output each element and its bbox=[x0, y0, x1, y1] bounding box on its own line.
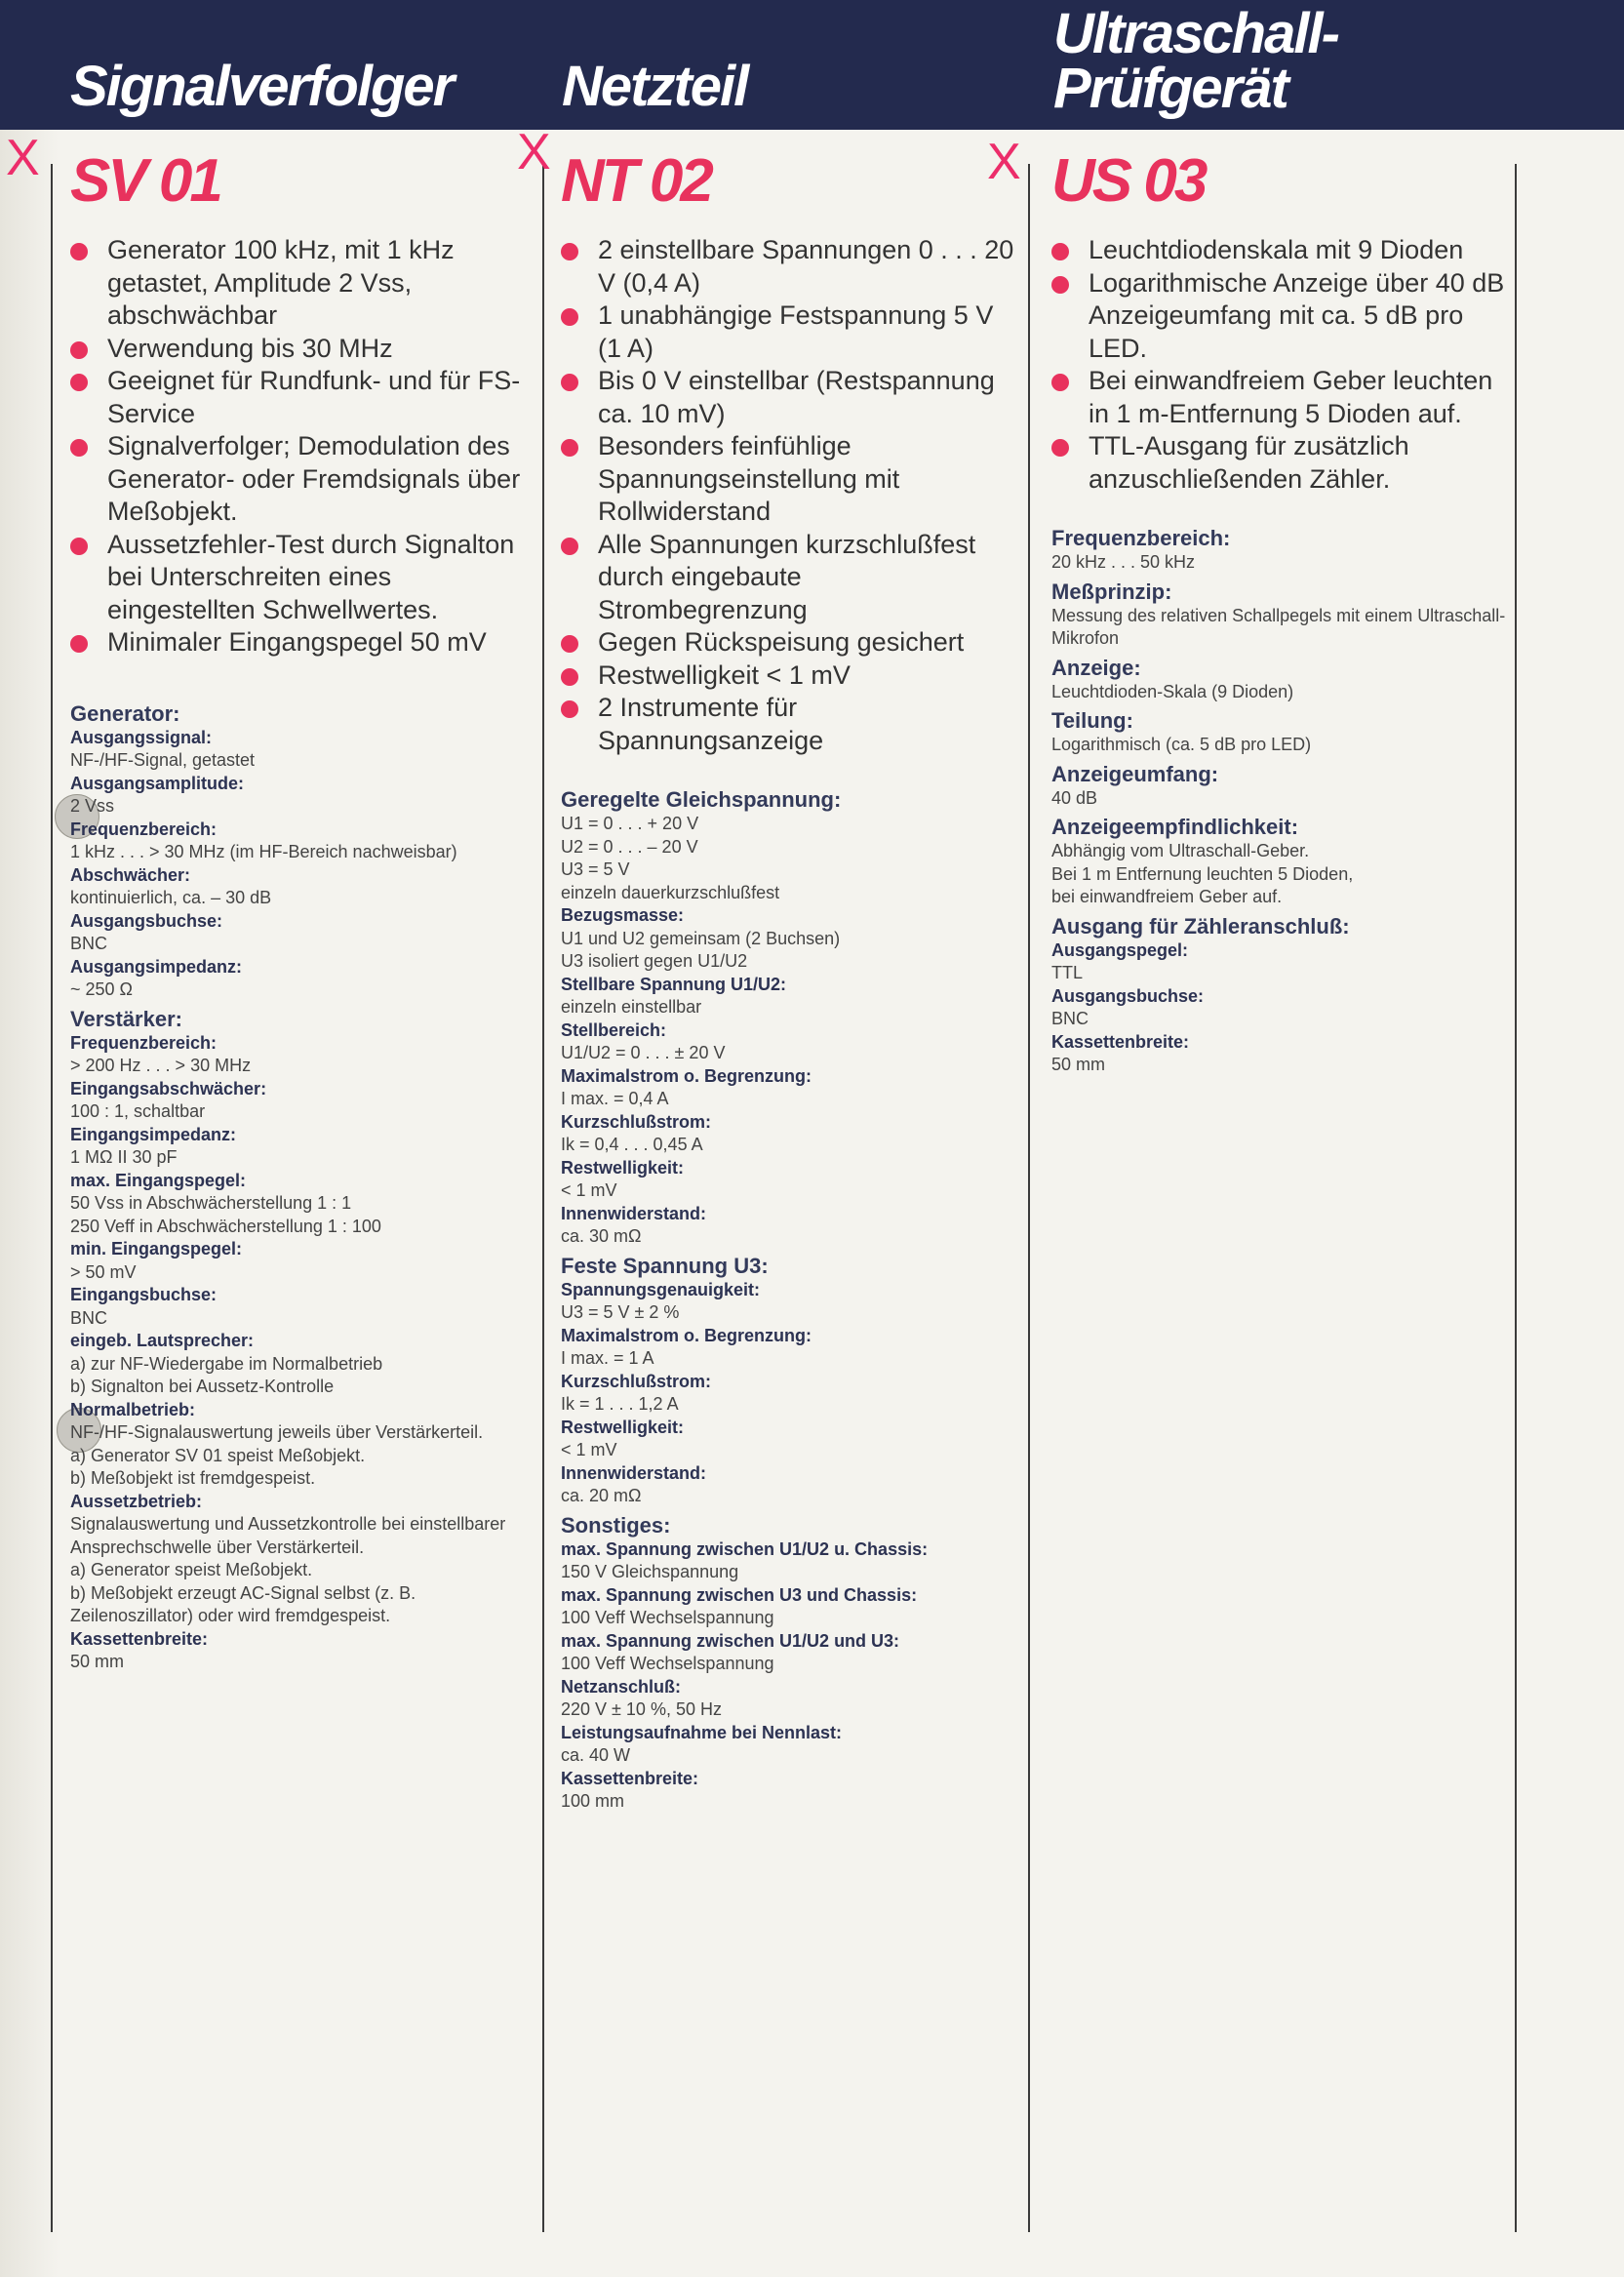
spec-label: Innenwiderstand: bbox=[561, 1203, 707, 1223]
spec-section-heading: Teilung: bbox=[1051, 708, 1133, 733]
feature-item bbox=[1051, 267, 1510, 366]
spec-value: a) zur NF-Wiedergabe im Normalbetrieb b) Signalton bei Aussetz-Kontrolle bbox=[70, 1353, 383, 1396]
feature-item bbox=[561, 692, 1014, 757]
spec-label: Ausgangsimpedanz: bbox=[70, 956, 243, 977]
spec-label: Ausgangsbuchse: bbox=[70, 910, 223, 931]
feature-text: Aussetzfehler-Test durch Signalton bei Unterschreiten eines eingestellten Schwellwertes. bbox=[107, 529, 515, 624]
spec-section-heading: Meßprinzip: bbox=[1051, 579, 1172, 604]
paper-edge-shadow bbox=[0, 130, 59, 2277]
spec-value: BNC bbox=[70, 934, 108, 953]
feature-item bbox=[1051, 365, 1510, 430]
spec-value: < 1 mV bbox=[561, 1180, 617, 1200]
spec-label: max. Eingangspegel: bbox=[70, 1170, 247, 1190]
bullet-dot-icon bbox=[70, 538, 88, 555]
spec-value: 50 Vss in Abschwächerstellung 1 : 1 250 Veff in Abschwächerstellung 1 : 100 bbox=[70, 1193, 381, 1236]
spec-value: I max. = 1 A bbox=[561, 1348, 654, 1368]
spec-section-heading: Geregelte Gleichspannung: bbox=[561, 787, 842, 812]
spec-value: Messung des relativen Schallpegels mit einem Ultraschall-Mikrofon bbox=[1051, 605, 1506, 648]
bullet-dot-icon bbox=[1051, 276, 1069, 294]
feature-item bbox=[561, 300, 1014, 365]
spec-value: > 50 mV bbox=[70, 1261, 137, 1282]
spec-value: Logarithmisch (ca. 5 dB pro LED) bbox=[1051, 735, 1312, 754]
spec-value: NF-/HF-Signal, getastet bbox=[70, 750, 256, 770]
title-netzteil: Netzteil bbox=[562, 55, 748, 118]
feature-text: Geeignet für Rundfunk- und für FS-Service bbox=[107, 366, 521, 428]
spec-label: Bezugsmasse: bbox=[561, 905, 685, 925]
spec-label: Kassettenbreite: bbox=[1051, 1031, 1190, 1052]
bullet-dot-icon bbox=[70, 439, 88, 457]
spec-label: Normalbetrieb: bbox=[70, 1399, 196, 1419]
spec-label: Stellbare Spannung U1/U2: bbox=[561, 974, 787, 994]
spec-label: Maximalstrom o. Begrenzung: bbox=[561, 1065, 812, 1086]
spec-value: BNC bbox=[70, 1307, 108, 1328]
spec-label: Restwelligkeit: bbox=[561, 1417, 685, 1437]
bullet-dot-icon bbox=[561, 668, 578, 686]
spec-label: Stellbereich: bbox=[561, 1019, 667, 1040]
feature-item bbox=[561, 659, 1014, 693]
specs-us03 bbox=[1051, 525, 1510, 1077]
spec-value: ca. 30 mΩ bbox=[561, 1226, 642, 1246]
spec-section-heading: Sonstiges: bbox=[561, 1512, 671, 1538]
spec-label: Abschwächer: bbox=[70, 864, 191, 885]
feature-text: Minimaler Eingangspegel 50 mV bbox=[107, 627, 487, 657]
model-title-nt02: NT 02 bbox=[561, 147, 711, 215]
bullet-dot-icon bbox=[561, 374, 578, 391]
spec-section-heading: Feste Spannung U3: bbox=[561, 1253, 769, 1278]
spec-value: 40 dB bbox=[1051, 787, 1098, 808]
title-ultraschall: Ultraschall- bbox=[1053, 2, 1338, 65]
feature-item bbox=[1051, 234, 1510, 267]
spec-value: kontinuierlich, ca. – 30 dB bbox=[70, 888, 272, 907]
spec-value: U3 = 5 V ± 2 % bbox=[561, 1302, 680, 1322]
spec-value: Abhängig vom Ultraschall-Geber. Bei 1 m Entfernung leuchten 5 Dioden, bei einwandfreiem Geber auf. bbox=[1051, 841, 1354, 906]
spec-label: Ausgangspegel: bbox=[1051, 939, 1189, 960]
spec-label: Kassettenbreite: bbox=[561, 1768, 699, 1788]
spec-label: Ausgangssignal: bbox=[70, 727, 213, 747]
spec-value: Leuchtdioden-Skala (9 Dioden) bbox=[1051, 681, 1294, 701]
spec-value: 20 kHz . . . 50 kHz bbox=[1051, 552, 1196, 572]
feature-text: Verwendung bis 30 MHz bbox=[107, 333, 393, 363]
spec-label: max. Spannung zwischen U3 und Chassis: bbox=[561, 1584, 918, 1605]
spec-value: 100 Veff Wechselspannung bbox=[561, 1654, 774, 1673]
spec-value: 220 V ± 10 %, 50 Hz bbox=[561, 1699, 722, 1719]
feature-item bbox=[70, 234, 524, 333]
spec-value: 1 kHz . . . > 30 MHz (im HF-Bereich nachweisbar) bbox=[70, 842, 457, 861]
feature-text: 1 unabhängige Festspannung 5 V (1 A) bbox=[598, 300, 994, 363]
feature-text: Generator 100 kHz, mit 1 kHz getastet, Amplitude 2 Vss, abschwächbar bbox=[107, 235, 455, 330]
spec-label: Eingangsbuchse: bbox=[70, 1285, 218, 1304]
spec-value: TTL bbox=[1051, 963, 1084, 982]
spec-value: U1/U2 = 0 . . . ± 20 V bbox=[561, 1043, 726, 1062]
spec-label: Frequenzbereich: bbox=[70, 819, 218, 839]
feature-list-sv01 bbox=[70, 234, 524, 659]
spec-label: Kurzschlußstrom: bbox=[561, 1111, 712, 1132]
feature-text: Alle Spannungen kurzschlußfest durch eingebaute Strombegrenzung bbox=[598, 529, 976, 624]
header-band bbox=[0, 0, 1624, 130]
feature-item bbox=[561, 234, 1014, 300]
spec-label: max. Spannung zwischen U1/U2 u. Chassis: bbox=[561, 1538, 929, 1559]
spec-label: Ausgangsbuchse: bbox=[1051, 985, 1205, 1006]
spec-value: < 1 mV bbox=[561, 1440, 617, 1459]
spec-value: > 200 Hz . . . > 30 MHz bbox=[70, 1056, 252, 1075]
feature-list-us03 bbox=[1051, 234, 1510, 496]
model-title-sv01: SV 01 bbox=[70, 147, 220, 215]
spec-section-heading: Frequenzbereich: bbox=[1051, 526, 1231, 550]
spec-value: 2 Vss bbox=[70, 796, 115, 816]
feature-item bbox=[1051, 430, 1510, 496]
feature-item bbox=[70, 430, 524, 529]
bullet-dot-icon bbox=[70, 635, 88, 653]
feature-text: Gegen Rückspeisung gesichert bbox=[598, 627, 965, 657]
spec-value: Ik = 1 . . . 1,2 A bbox=[561, 1394, 679, 1414]
feature-list-nt02 bbox=[561, 234, 1014, 757]
feature-item bbox=[70, 365, 524, 430]
spec-label: Eingangsabschwächer: bbox=[70, 1078, 267, 1099]
bullet-dot-icon bbox=[561, 243, 578, 260]
feature-text: Bei einwandfreiem Geber leuchten in 1 m-Entfernung 5 Dioden auf. bbox=[1089, 366, 1493, 428]
spec-label: Kurzschlußstrom: bbox=[561, 1371, 712, 1391]
spec-label: max. Spannung zwischen U1/U2 und U3: bbox=[561, 1630, 900, 1651]
spec-value: ~ 250 Ω bbox=[70, 979, 134, 999]
spec-section-heading: Generator: bbox=[70, 700, 180, 726]
spec-value: 150 V Gleichspannung bbox=[561, 1562, 739, 1581]
bullet-dot-icon bbox=[561, 700, 578, 718]
feature-item bbox=[70, 626, 524, 659]
spec-value: Signalauswertung und Aussetzkontrolle bei einstellbarer Ansprechschwelle über Verstärkerteil. a) Generator speist Meßobjekt. b) Meßobjekt erzeugt AC-Signal selbst (z. B. Zeilenoszillator) oder wird fremdgespeist. bbox=[70, 1514, 506, 1625]
feature-text: Restwelligkeit < 1 mV bbox=[598, 659, 851, 690]
feature-text: 2 Instrumente für Spannungsanzeige bbox=[598, 693, 824, 755]
column-us03 bbox=[1051, 146, 1510, 1077]
column-sv01 bbox=[70, 146, 524, 1674]
bullet-dot-icon bbox=[70, 374, 88, 391]
feature-item bbox=[561, 365, 1014, 430]
spec-value: NF-/HF-Signalauswertung jeweils über Verstärkerteil. a) Generator SV 01 speist Meßobjekt. b) Meßobjekt ist fremdgespeist. bbox=[70, 1422, 484, 1488]
spec-value: einzeln einstellbar bbox=[561, 997, 702, 1017]
spec-value: ca. 40 W bbox=[561, 1745, 631, 1765]
column-rule-2 bbox=[542, 164, 544, 2232]
spec-section-heading: Anzeige: bbox=[1051, 655, 1141, 680]
specs-sv01 bbox=[70, 700, 524, 1674]
spec-label: Innenwiderstand: bbox=[561, 1462, 707, 1483]
bullet-dot-icon bbox=[1051, 243, 1069, 260]
column-rule-3 bbox=[1028, 164, 1030, 2232]
spec-value: BNC bbox=[1051, 1009, 1089, 1028]
spec-label: Eingangsimpedanz: bbox=[70, 1124, 237, 1144]
spec-value: Ik = 0,4 . . . 0,45 A bbox=[561, 1135, 703, 1154]
column-rule-4 bbox=[1515, 164, 1517, 2232]
column-nt02 bbox=[561, 146, 1014, 1814]
feature-item bbox=[70, 333, 524, 366]
bullet-dot-icon bbox=[70, 243, 88, 260]
spec-value: ca. 20 mΩ bbox=[561, 1486, 642, 1505]
spec-value: 50 mm bbox=[1051, 1055, 1106, 1074]
feature-text: Leuchtdiodenskala mit 9 Dioden bbox=[1089, 235, 1464, 264]
model-title-us03: US 03 bbox=[1051, 147, 1206, 215]
bullet-dot-icon bbox=[561, 538, 578, 555]
bullet-dot-icon bbox=[70, 341, 88, 359]
handwritten-x-mark-3: X bbox=[987, 134, 1021, 190]
spec-label: Ausgangsamplitude: bbox=[70, 773, 245, 793]
column-rule-1 bbox=[51, 164, 53, 2232]
spec-label: Maximalstrom o. Begrenzung: bbox=[561, 1325, 812, 1345]
feature-item bbox=[561, 430, 1014, 529]
bullet-dot-icon bbox=[1051, 439, 1069, 457]
spec-value: I max. = 0,4 A bbox=[561, 1089, 669, 1108]
spec-value: U1 und U2 gemeinsam (2 Buchsen) U3 isoliert gegen U1/U2 bbox=[561, 928, 841, 971]
title-pruefgeraet: Prüfgerät bbox=[1053, 57, 1287, 120]
spec-label: Leistungsaufnahme bei Nennlast: bbox=[561, 1722, 843, 1742]
spec-label: Frequenzbereich: bbox=[70, 1032, 218, 1053]
bullet-dot-icon bbox=[561, 635, 578, 653]
spec-section-heading: Ausgang für Zähleranschluß: bbox=[1051, 913, 1350, 939]
feature-text: TTL-Ausgang für zusätzlich anzuschließenden Zähler. bbox=[1089, 431, 1409, 494]
feature-text: Besonders feinfühlige Spannungseinstellung mit Rollwiderstand bbox=[598, 431, 900, 526]
feature-item bbox=[561, 529, 1014, 627]
bullet-dot-icon bbox=[561, 308, 578, 326]
spec-label: min. Eingangspegel: bbox=[70, 1239, 243, 1258]
spec-label: Restwelligkeit: bbox=[561, 1157, 685, 1178]
spec-label: eingeb. Lautsprecher: bbox=[70, 1331, 255, 1350]
spec-value: 1 MΩ II 30 pF bbox=[70, 1147, 178, 1167]
title-signalverfolger: Signalverfolger bbox=[70, 55, 454, 118]
feature-text: 2 einstellbare Spannungen 0 . . . 20 V (0,4 A) bbox=[598, 235, 1014, 298]
feature-item bbox=[70, 529, 524, 627]
feature-text: Logarithmische Anzeige über 40 dB Anzeigeumfang mit ca. 5 dB pro LED. bbox=[1089, 267, 1505, 363]
handwritten-x-mark-2: X bbox=[517, 124, 551, 180]
spec-section-heading: Anzeigeumfang: bbox=[1051, 761, 1219, 786]
spec-label: Kassettenbreite: bbox=[70, 1628, 209, 1649]
spec-value: 50 mm bbox=[70, 1652, 125, 1671]
spec-section-heading: Verstärker: bbox=[70, 1006, 182, 1031]
spec-label: Aussetzbetrieb: bbox=[70, 1491, 203, 1511]
spec-value: 100 Veff Wechselspannung bbox=[561, 1608, 774, 1627]
specs-nt02 bbox=[561, 786, 1014, 1814]
handwritten-x-mark-1: X bbox=[6, 130, 40, 186]
feature-text: Signalverfolger; Demodulation des Generator- oder Fremdsignals über Meßobjekt. bbox=[107, 431, 521, 526]
spec-value: 100 : 1, schaltbar bbox=[70, 1101, 206, 1121]
spec-section-heading: Anzeigeempfindlichkeit: bbox=[1051, 815, 1299, 839]
bullet-dot-icon bbox=[561, 439, 578, 457]
spec-label: Spannungsgenauigkeit: bbox=[561, 1279, 761, 1299]
spec-value: 100 mm bbox=[561, 1791, 625, 1811]
bullet-dot-icon bbox=[1051, 374, 1069, 391]
feature-item bbox=[561, 626, 1014, 659]
spec-label: Netzanschluß: bbox=[561, 1676, 682, 1697]
feature-text: Bis 0 V einstellbar (Restspannung ca. 10 mV) bbox=[598, 366, 995, 428]
spec-value: U1 = 0 . . . + 20 V U2 = 0 . . . – 20 V U3 = 5 V einzeln dauerkurzschlußfest bbox=[561, 814, 780, 902]
